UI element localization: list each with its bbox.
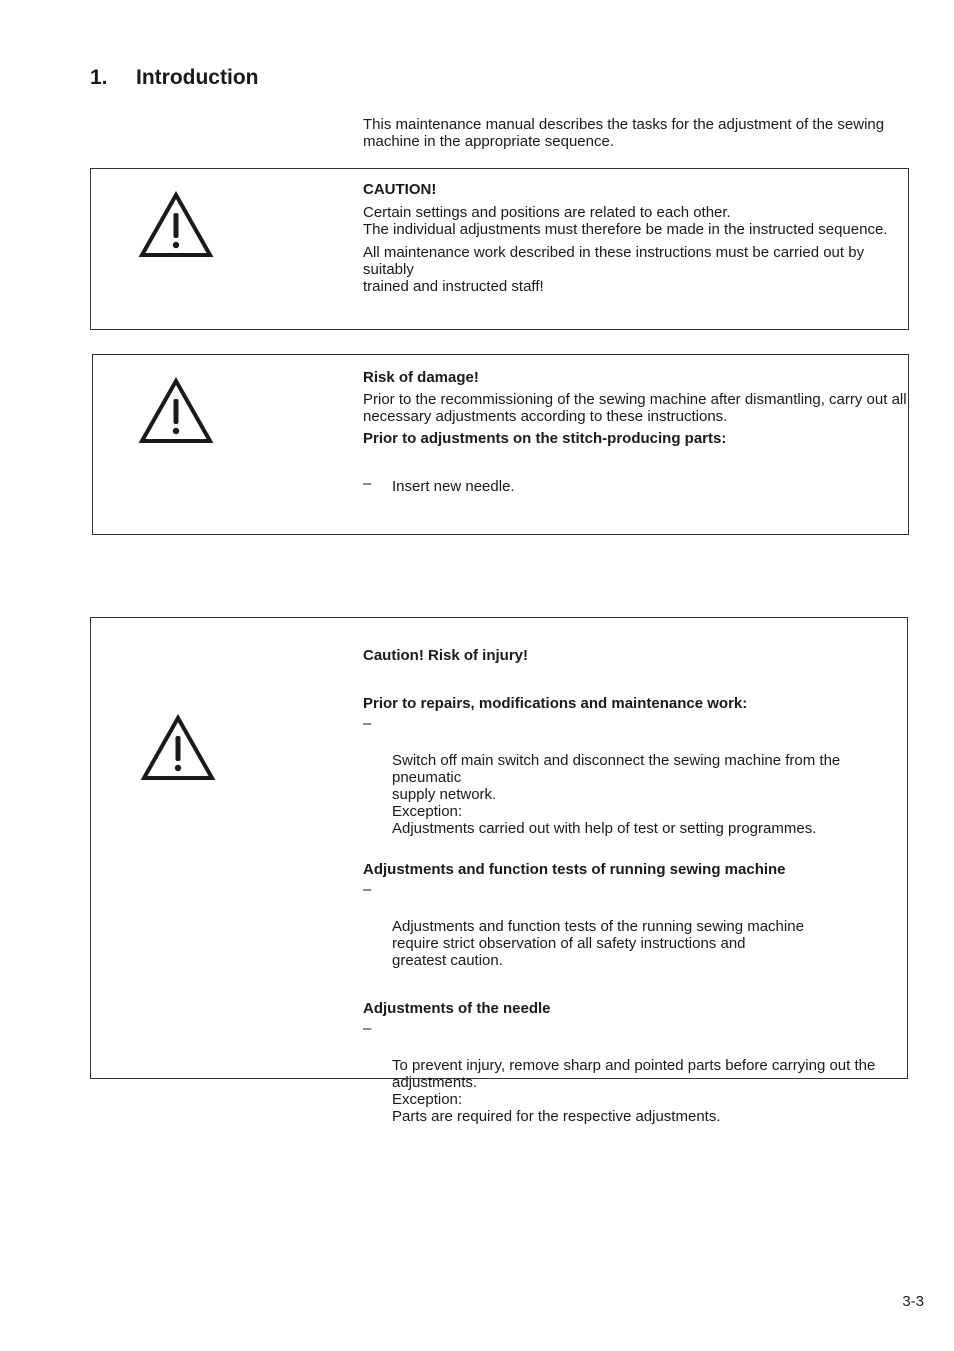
risk-of-damage-paragraph: Prior to the recommissioning of the sewing machine after dismantling, carry out all necessary adjustments according to these instructions. [363,391,907,425]
risk-of-injury-content [363,647,911,1125]
risk-of-damage-content [363,369,911,495]
section-heading-needle: Adjustments of the needle [363,1000,551,1017]
list-item [363,715,911,837]
risk-of-damage-box [92,354,909,535]
list-item-text: Insert new needle. [392,478,515,495]
warning-triangle-icon [138,191,214,259]
warning-triangle-icon [138,377,214,445]
intro-text: This maintenance manual describes the tasks for the adjustment of the sewing machine in the appropriate sequence. [363,116,885,150]
list-item-text: Adjustments and function tests of the running sewing machine require strict observation of all safety instructions and greatest caution. [392,918,804,969]
risk-of-injury-title: Caution! Risk of injury! [363,647,528,664]
list-dash: – [363,715,372,732]
section-heading-repairs: Prior to repairs, modifications and maintenance work: [363,695,748,712]
caution-paragraph-1: Certain settings and positions are related to each other. The individual adjustments must therefore be made in the instructed sequence. [363,204,888,238]
section-number: 1. [90,66,108,89]
list-item [363,1020,911,1125]
caution-box [90,168,909,330]
section-heading-function-tests: Adjustments and function tests of running sewing machine [363,861,786,878]
list-item-text: Switch off main switch and disconnect the sewing machine from the pneumatic supply network. Exception: Adjustments carried out with help of test or setting programmes. [392,752,841,837]
list-item [363,881,911,969]
warning-triangle-icon [140,714,216,782]
list-item [363,475,911,495]
list-dash: – [363,1020,372,1037]
list-item-text: To prevent injury, remove sharp and pointed parts before carrying out the adjustments. Exception: Parts are required for the respective adjustments. [392,1057,876,1125]
caution-content [363,181,911,295]
list-dash: – [363,881,372,898]
section-heading [90,66,258,90]
page-number: 3-3 [902,1293,924,1310]
stitch-parts-subtitle: Prior to adjustments on the stitch-producing parts: [363,430,727,447]
risk-of-injury-box [90,617,908,1125]
list-dash: – [363,475,372,492]
risk-of-damage-title: Risk of damage! [363,369,479,386]
caution-title: CAUTION! [363,181,437,198]
caution-paragraph-2: All maintenance work described in these instructions must be carried out by suitably trained and instructed staff! [363,244,865,295]
section-title: Introduction [136,66,259,89]
